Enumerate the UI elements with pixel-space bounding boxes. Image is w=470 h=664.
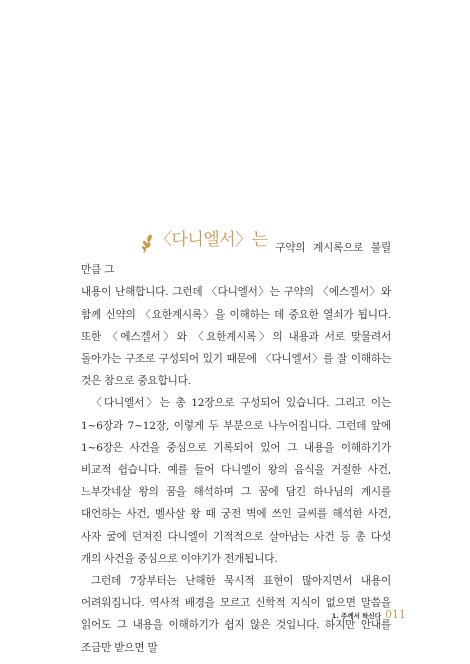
lead-paragraph (81, 229, 391, 281)
wheat-icon (141, 234, 153, 254)
paragraph-1: 내용이 난해합니다. 그런데 〈다니엘서〉는 구약의 〈에스겔서〉와 함께 신약의 〈요한계시록〉을 이해하는 데 중요한 열쇠가 됩니다. 또한 〈에스겔서〉와 〈요한계시록〉의 내용과 서로 맞물려서 돌아가는 구조로 구성되어 있기 때문에 〈다니엘서〉를 잘 이해하는 것은 참으로 중요합니다. (81, 286, 391, 388)
lead-line-rest: 구약의 계시록으로 불릴 만큼 그 (81, 242, 391, 277)
chapter-title: 1. 주께서 하신다 (331, 612, 381, 620)
paragraph-3: 그런데 7장부터는 난해한 묵시적 표현이 많아지면서 내용이 어려워집니다. 역사적 배경을 모르고 신학적 지식이 없으면 말씀을 읽어도 그 내용을 이해하기가 쉽지 않은 것입니다. 하지만 안내를 조금만 받으면 말 (81, 575, 391, 654)
page-number: 011 (385, 608, 406, 621)
lead-heading (141, 229, 268, 251)
lead-title: 〈다니엘서〉는 (155, 230, 268, 250)
paragraph-2: 〈다니엘서〉는 총 12장으로 구성되어 있습니다. 그리고 이는 1~6장과 7~12장, 이렇게 두 부분으로 나누어집니다. 그런데 앞에 1~6장은 사건을 중심으로 기록되어 있어 그 내용을 이해하기가 비교적 쉽습니다. 예를 들어 다니엘이 왕의 음식을 거절한 사건, 느부갓네살 왕의 꿈을 해석하며 그 꿈에 담긴 하나님의 계시를 대언하는 사건, 벨사살 왕 때 궁전 벽에 쓰인 글씨를 해석한 사건, 사자 굴에 던져진 다니엘이 기적적으로 살아남는 사건 등 총 다섯 개의 사건을 중심으로 이야기가 전개됩니다. (81, 397, 391, 565)
body-text (81, 229, 391, 659)
page-footer (332, 608, 406, 621)
